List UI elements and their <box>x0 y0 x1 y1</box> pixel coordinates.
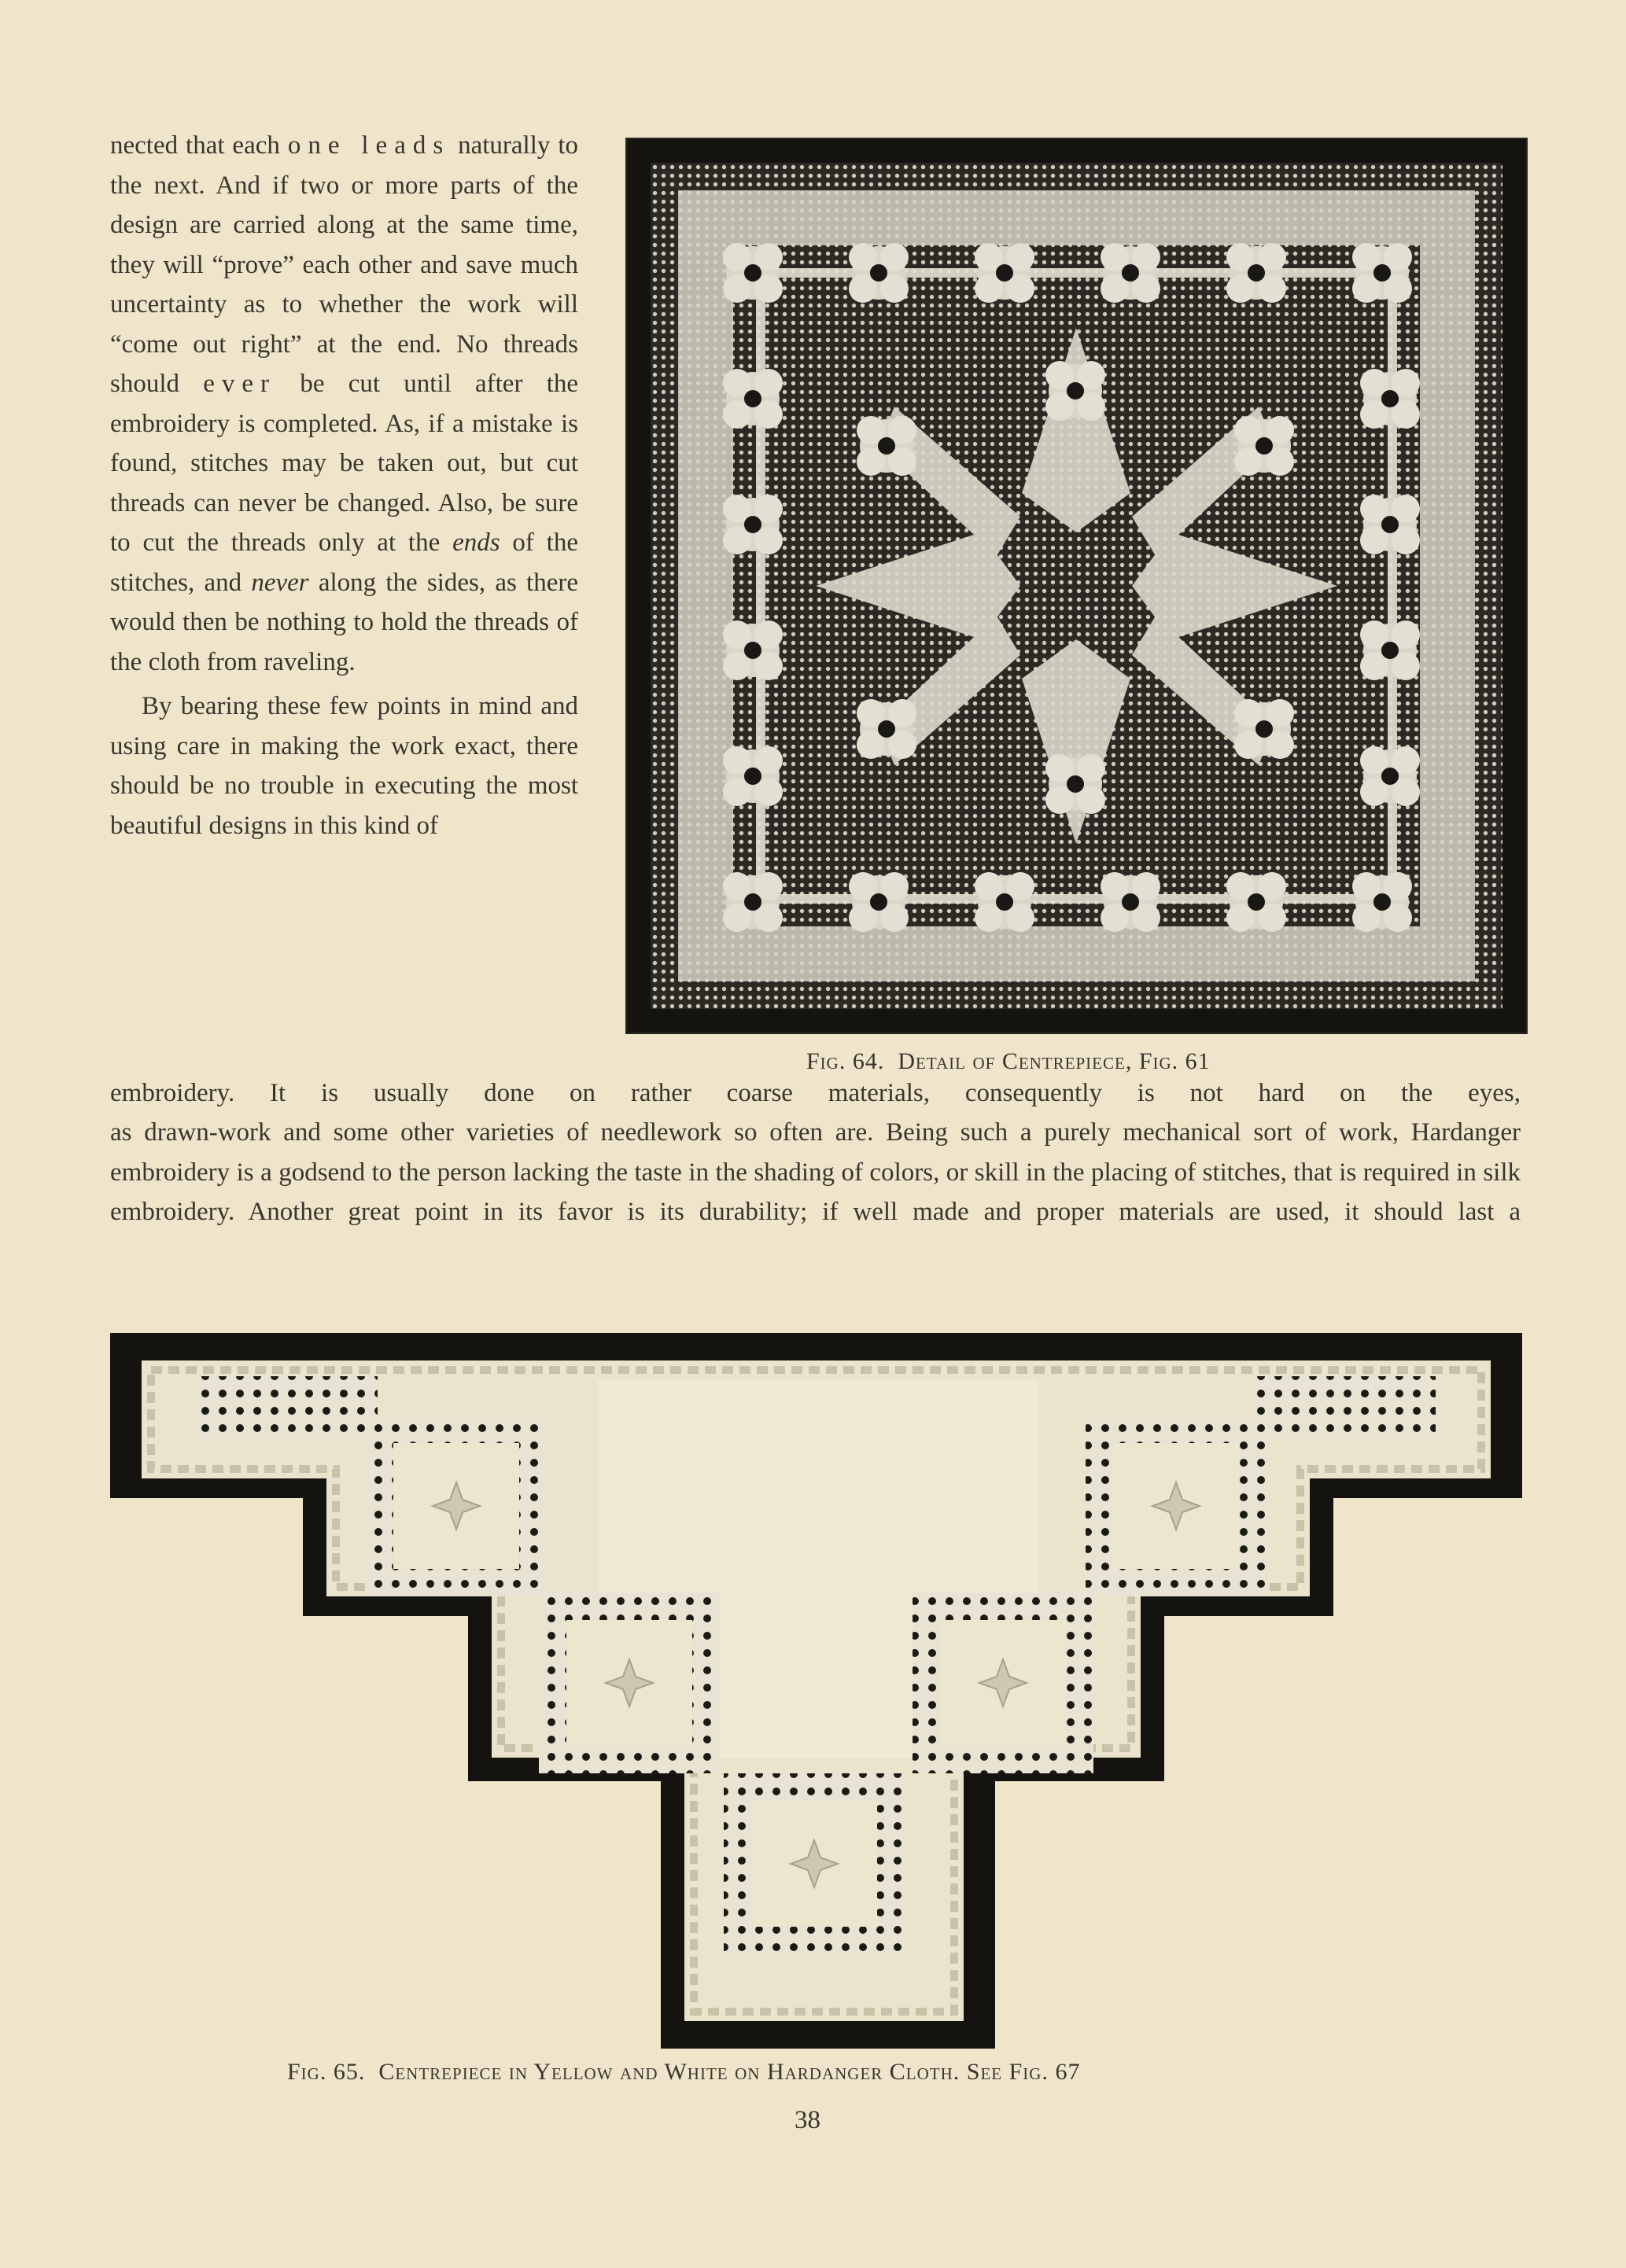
figure-64-caption <box>806 1048 1211 1075</box>
figure-title: Centrepiece in Yellow and White on Hardanger Cloth. See Fig. 67 <box>378 2059 1081 2085</box>
figure-number: Fig. 65. <box>287 2059 366 2085</box>
left-column-text <box>110 126 578 845</box>
italic-never: never <box>251 568 309 597</box>
text-run: nected that each <box>110 131 280 160</box>
text-run-spaced: ever <box>203 370 277 398</box>
figure-title: Detail of Centrepiece, Fig. 61 <box>898 1048 1211 1074</box>
figure-number: Fig. 64. <box>806 1048 885 1074</box>
body-paragraph: as drawn-work and some other varieties of needlework so often are. Being such a purely mechanical sort of work, Hardanger embroidery is a godsend to the person lacking the taste in the shading of colors, or skill in the placing of stitches, that is required in silk embroidery. Another great point in its favor is its durability; if well made and proper materials are used, it should last a <box>110 1118 1521 1226</box>
text-run: of the stitches, and <box>110 528 578 597</box>
paragraph-1 <box>110 126 578 682</box>
text-run: be cut until after the embroidery is completed. As, if a mistake is found, stitches may be taken out, but cut threads can never be changed. Also, be sure to cut the threads only at the <box>110 370 579 557</box>
text-run: along the sides, as there would then be nothing to hold the threads of the cloth from raveling. <box>110 568 578 676</box>
text-run-spaced: one leads <box>287 131 451 160</box>
body-line-1: embroidery. It is usually done on rather coarse materials, consequently is not hard on the eyes, <box>110 1079 1521 1107</box>
text-run: naturally to the next. And if two or more parts of the design are carried along at the same time, they will “prove” each other and save much uncertainty as to whether the work will “come out right” at the end. No threads should <box>110 131 578 398</box>
paragraph-2: By bearing these few points in mind and using care in making the work exact, there should be no trouble in executing the most beautiful designs in this kind of <box>110 692 578 840</box>
figure-64-image <box>625 138 1528 1034</box>
italic-ends: ends <box>452 528 500 557</box>
page-number: 38 <box>795 2106 820 2134</box>
figure-65-image <box>110 1333 1522 2049</box>
figure-65-caption <box>287 2059 1080 2086</box>
